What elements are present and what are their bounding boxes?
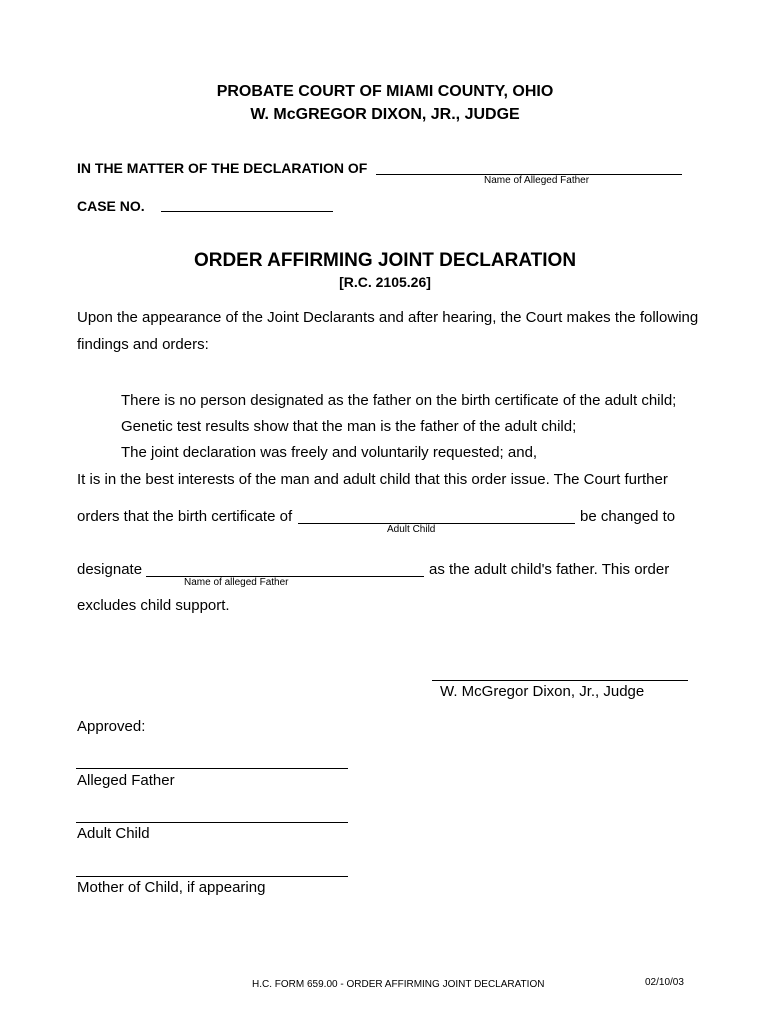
finding-1: There is no person designated as the father on the birth certificate of the adult child; bbox=[121, 392, 677, 409]
alleged-father-caption-2: Name of alleged Father bbox=[184, 577, 289, 588]
intro-line-1: Upon the appearance of the Joint Declarants and after hearing, the Court makes the following bbox=[77, 309, 699, 326]
adult-child-caption: Adult Child bbox=[387, 524, 436, 535]
finding-3: The joint declaration was freely and voluntarily requested; and, bbox=[121, 444, 538, 461]
adult-child-signature-line[interactable] bbox=[76, 822, 348, 823]
footer-date: 02/10/03 bbox=[645, 977, 684, 988]
designate-prefix: designate bbox=[77, 561, 143, 578]
statute-reference: [R.C. 2105.26] bbox=[339, 274, 431, 290]
mother-signature-line[interactable] bbox=[76, 876, 348, 877]
alleged-father-signature-line[interactable] bbox=[76, 768, 348, 769]
matter-label: IN THE MATTER OF THE DECLARATION OF bbox=[77, 160, 368, 176]
adult-child-signature-label: Adult Child bbox=[77, 825, 150, 842]
order-title: ORDER AFFIRMING JOINT DECLARATION bbox=[193, 250, 577, 271]
excludes-child-support: excludes child support. bbox=[77, 597, 230, 614]
finding-2: Genetic test results show that the man is the father of the adult child; bbox=[121, 418, 577, 435]
case-number-line[interactable] bbox=[161, 211, 333, 212]
adult-child-name-line[interactable] bbox=[298, 523, 575, 524]
finding-4: It is in the best interests of the man and adult child that this order issue. The Court further bbox=[77, 471, 668, 488]
alleged-father-signature-label: Alleged Father bbox=[77, 772, 175, 789]
designate-suffix: as the adult child's father. This order bbox=[429, 561, 670, 578]
judge-name-header: W. McGREGOR DIXON, JR., JUDGE bbox=[250, 106, 520, 123]
court-name: PROBATE COURT OF MIAMI COUNTY, OHIO bbox=[216, 83, 554, 100]
judge-signature-name: W. McGregor Dixon, Jr., Judge bbox=[440, 683, 645, 700]
intro-line-2: findings and orders: bbox=[77, 336, 209, 353]
footer-form-number: H.C. FORM 659.00 - ORDER AFFIRMING JOINT DECLARATION bbox=[252, 979, 545, 990]
alleged-father-caption: Name of Alleged Father bbox=[484, 175, 590, 186]
mother-signature-label: Mother of Child, if appearing bbox=[77, 879, 266, 896]
orders-prefix: orders that the birth certificate of bbox=[77, 508, 293, 525]
approved-label: Approved: bbox=[77, 718, 146, 735]
orders-suffix: be changed to bbox=[580, 508, 676, 525]
judge-signature-line[interactable] bbox=[432, 680, 688, 681]
case-number-label: CASE NO. bbox=[77, 198, 145, 214]
